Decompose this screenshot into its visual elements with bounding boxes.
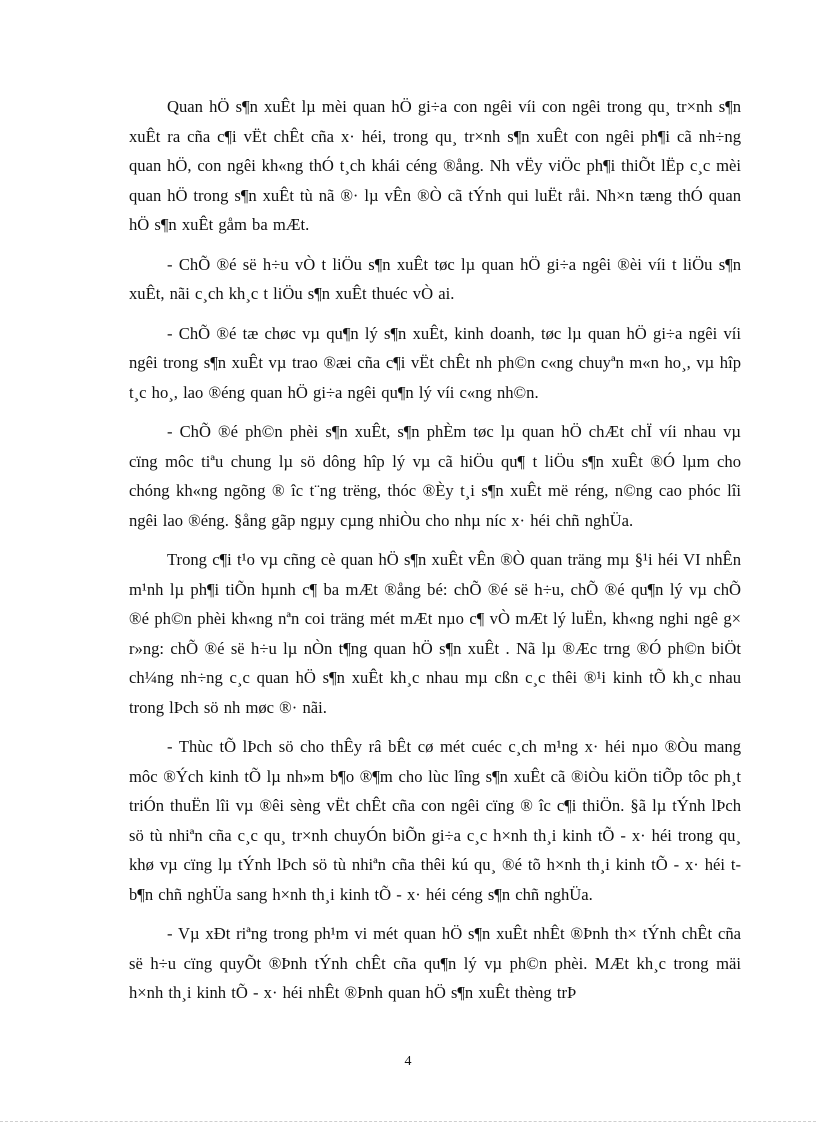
paragraph-4: - ChÕ ®é ph©n phèi s¶n xuÊt, s¶n phÈm tøc lµ quan hÖ chÆt chÏ víi nhau vµ cïng môc tiªu chung lµ sö dông hîp lý vµ cã hiÖu qu¶ t liÖu s¶n xuÊt ®Ó lµm cho chóng kh«ng ngõng ® îc t¨ng trëng, thóc ®Èy t¸i s¶n xuÊt më réng, n©ng cao phóc lîi ngêi lao ®éng. §ång gãp ngµy cµng nhiÒu cho nhµ níc x· héi chñ nghÜa. bbox=[129, 422, 741, 530]
paragraph-1: Quan hÖ s¶n xuÊt lµ mèi quan hÖ gi÷a con ngêi víi con ngêi trong qu¸ tr×nh s¶n xuÊt ra cña c¶i vËt chÊt cña x· héi, trong qu¸ tr×nh s¶n xuÊt con ngêi ph¶i cã nh÷ng quan hÖ, con ngêi kh«ng thÓ t¸ch khái céng ®ång. Nh vËy viÖc ph¶i thiÕt lËp c¸c mèi quan hÖ trong s¶n xuÊt tù nã ®· lµ vÊn ®Ò cã tÝnh qui luËt råi. Nh×n tæng thÓ quan hÖ s¶n xuÊt gåm ba mÆt. bbox=[129, 97, 741, 234]
paragraph-6: - Thùc tÕ lÞch sö cho thÊy râ bÊt cø mét cuéc c¸ch m¹ng x· héi nµo ®Òu mang môc ®Ých kinh tÕ lµ nh»m b¶o ®¶m cho lùc lîng s¶n xuÊt cã ®iÒu kiÖn tiÕp tôc ph¸t triÓn thuËn lîi vµ ®êi sèng vËt chÊt cña con ngêi cïng ® îc c¶i thiÖn. §ã lµ tÝnh lÞch sö tù nhiªn cña c¸c qu¸ tr×nh chuyÓn biÕn gi÷a c¸c h×nh th¸i kinh tÕ - x· héi trong qu¸ khø vµ cïng lµ tÝnh lÞch sö tù nhiªn cña thêi kú qu¸ ®é tõ h×nh th¸i kinh tÕ - x· héi t b¶n chñ nghÜa sang h×nh th¸i kinh tÕ - x· héi céng s¶n chñ nghÜa. bbox=[129, 737, 741, 904]
page-number: 4 bbox=[404, 1054, 412, 1069]
paragraph-2: - ChÕ ®é së h÷u vÒ t liÖu s¶n xuÊt tøc lµ quan hÖ gi÷a ngêi ®èi víi t liÖu s¶n xuÊt, nãi c¸ch kh¸c t liÖu s¶n xuÊt thuéc vÒ ai. bbox=[129, 254, 741, 303]
document-body bbox=[129, 92, 741, 1018]
paragraph-7: - Vµ xÐt riªng trong ph¹m vi mét quan hÖ s¶n xuÊt nhÊt ®Þnh th× tÝnh chÊt cña së h÷u cïng quyÕt ®Þnh tÝnh chÊt cña qu¶n lý vµ ph©n phèi. MÆt kh¸c trong mäi h×nh th¸i kinh tÕ - x· héi nhÊt ®Þnh quan hÖ s¶n xuÊt thèng trÞ bbox=[129, 924, 741, 1002]
page-bottom-divider bbox=[0, 1121, 816, 1122]
paragraph-3: - ChÕ ®é tæ chøc vµ qu¶n lý s¶n xuÊt, kinh doanh, tøc lµ quan hÖ gi÷a ngêi víi ngêi trong s¶n xuÊt vµ trao ®æi cña c¶i vËt chÊt nh ph©n c«ng chuyªn m«n ho¸, vµ hîp t¸c ho¸, lao ®éng quan hÖ gi÷a ngêi qu¶n lý víi c«ng nh©n. bbox=[129, 323, 741, 402]
paragraph-5: Trong c¶i t¹o vµ cñng cè quan hÖ s¶n xuÊt vÊn ®Ò quan träng mµ §¹i héi VI nhÊn m¹nh lµ ph¶i tiÕn hµnh c¶ ba mÆt ®ång bé: chÕ ®é së h÷u, chÕ ®é qu¶n lý vµ chÕ ®é ph©n phèi kh«ng nªn coi träng mét mÆt nµo c¶ vÒ mÆt lý luËn, kh«ng nghi ngê g× r»ng: chÕ ®é së h÷u lµ nÒn t¶ng quan hÖ s¶n xuÊt . Nã lµ ®Æc trng ®Ó ph©n biÖt ch¼ng nh÷ng c¸c quan hÖ s¶n xuÊt kh¸c nhau mµ cßn c¸c thêi ®¹i kinh tÕ kh¸c nhau trong lÞch sö nh møc ®· nãi. bbox=[129, 550, 741, 717]
